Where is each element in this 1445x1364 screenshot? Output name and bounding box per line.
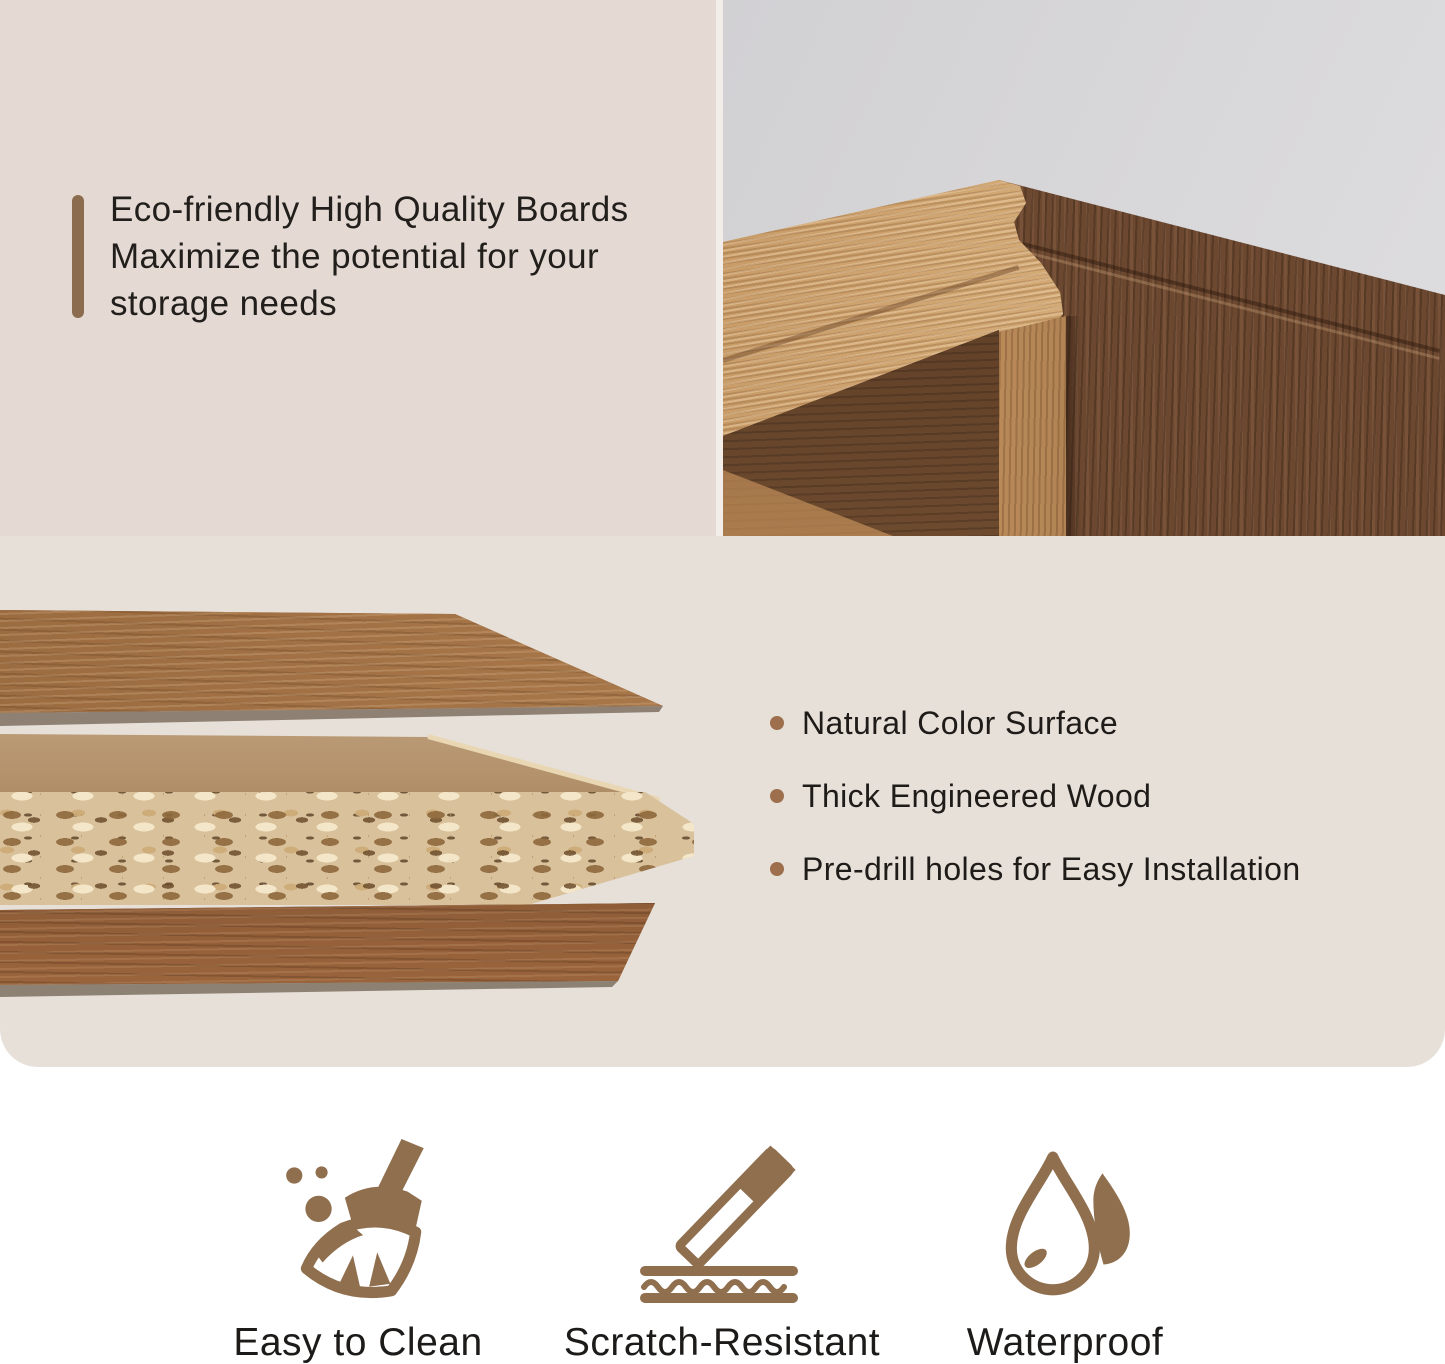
bullet-text: Thick Engineered Wood — [802, 777, 1152, 814]
bullet-dot — [770, 789, 784, 803]
wardrobe-photo — [723, 0, 1445, 536]
bullet-text: Natural Color Surface — [802, 704, 1119, 741]
list-item — [770, 701, 1301, 745]
page-title — [110, 186, 629, 327]
water-drop-icon — [855, 1132, 1275, 1307]
bullet-dot — [770, 862, 784, 876]
feature-label: Scratch-Resistant — [563, 1321, 881, 1364]
feature-bullet-list — [770, 701, 1301, 920]
corner-shadow — [1066, 316, 1081, 536]
list-item — [770, 774, 1301, 818]
panel-divider — [716, 0, 723, 536]
list-item — [770, 847, 1301, 891]
feature-label: Waterproof — [966, 1321, 1164, 1364]
feature-label: Easy to Clean — [233, 1321, 483, 1364]
bullet-dot — [770, 716, 784, 730]
heading-line-1: Eco-friendly High Quality Boards — [110, 190, 629, 229]
broom-icon — [148, 1132, 568, 1307]
feature-easy-to-clean — [148, 1067, 568, 1364]
feature-waterproof — [855, 1067, 1275, 1364]
feature-icons-row — [0, 1067, 1445, 1364]
board-section — [0, 536, 1445, 1067]
accent-bar — [72, 195, 84, 318]
heading-line-3: storage needs — [110, 284, 338, 323]
heading-line-2: Maximize the potential for your — [110, 237, 600, 276]
intro-panel — [0, 0, 716, 536]
bullet-text: Pre-drill holes for Easy Installation — [802, 850, 1301, 887]
